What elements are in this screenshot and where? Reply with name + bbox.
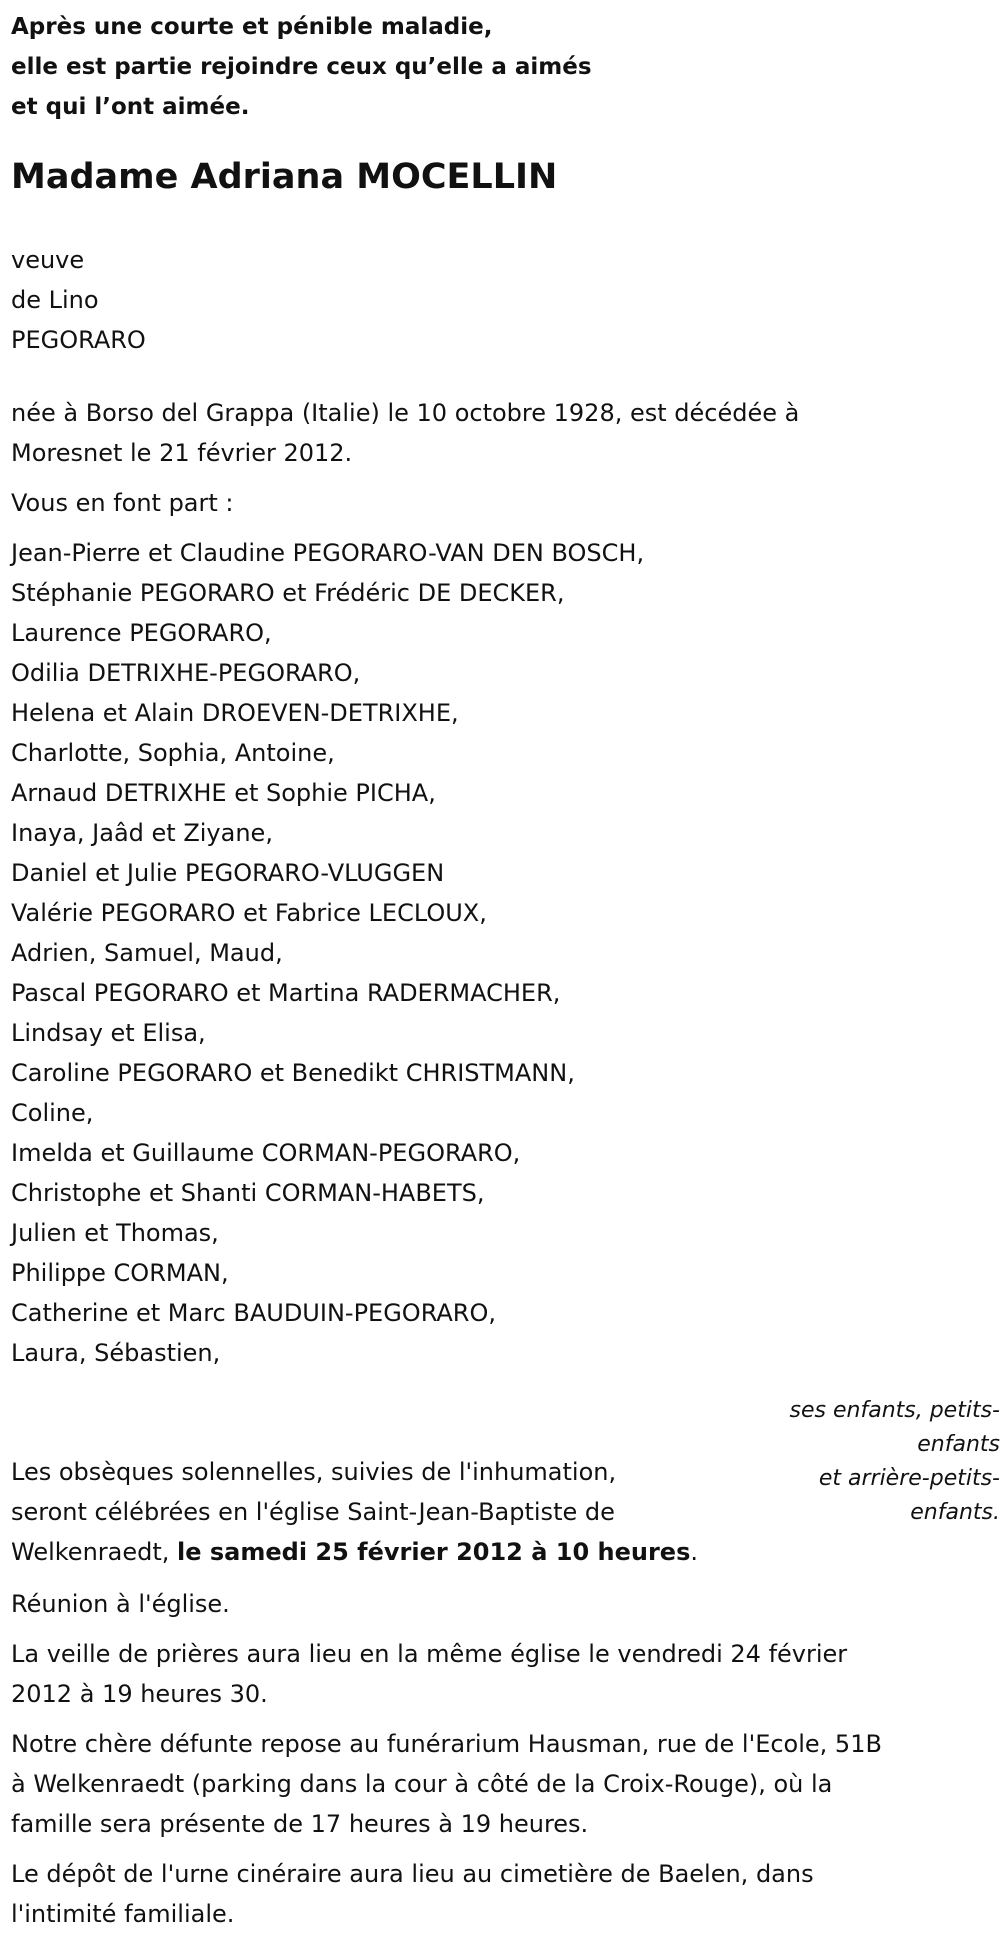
funerarium-line: famille sera présente de 17 heures à 19 heures. [11,1810,589,1838]
funerarium-line: à Welkenraedt (parking dans la cour à côté de la Croix-Rouge), où la [11,1770,833,1798]
reunion-text: Réunion à l'église. [11,1590,230,1618]
family-member: Adrien, Samuel, Maud, [11,939,283,967]
family-member: Stéphanie PEGORARO et Frédéric DE DECKER, [11,579,565,607]
urn-line: l'intimité familiale. [11,1900,235,1928]
family-member: Lindsay et Elisa, [11,1019,206,1047]
funeral-line [11,1532,751,1572]
widow-line: PEGORARO [11,326,146,354]
additional-info [11,1584,991,1944]
signature-line: enfants [917,1432,1000,1457]
family-member: Coline, [11,1099,94,1127]
signature-line: ses enfants, petits- [789,1398,1000,1423]
family-member: Laura, Sébastien, [11,1339,221,1367]
vigil-line: 2012 à 19 heures 30. [11,1680,268,1708]
widow-line: de Lino [11,286,99,314]
family-member: Julien et Thomas, [11,1219,219,1247]
funeral-info [11,1452,751,1572]
family-member: Daniel et Julie PEGORARO-VLUGGEN [11,859,445,887]
family-member: Imelda et Guillaume CORMAN-PEGORARO, [11,1139,521,1167]
funeral-line: seront célébrées en l'église Saint-Jean-Baptiste de [11,1498,615,1526]
family-member: Catherine et Marc BAUDUIN-PEGORARO, [11,1299,497,1327]
family-member: Inaya, Jaâd et Ziyane, [11,819,273,847]
funeral-place: Welkenraedt, [11,1538,178,1566]
family-member: Jean-Pierre et Claudine PEGORARO-VAN DEN BOSCH, [11,539,645,567]
family-member: Arnaud DETRIXHE et Sophie PICHA, [11,779,436,807]
family-member: Laurence PEGORARO, [11,619,272,647]
intro-line: Après une courte et pénible maladie, [11,14,493,40]
family-member: Caroline PEGORARO et Benedikt CHRISTMANN, [11,1059,575,1087]
family-member: Valérie PEGORARO et Fabrice LECLOUX, [11,899,487,927]
funeral-date: le samedi 25 février 2012 à 10 heures [177,1538,691,1566]
family-member: Charlotte, Sophia, Antoine, [11,739,335,767]
vigil-text [11,1634,991,1714]
funeral-line: Les obsèques solennelles, suivies de l'inhumation, [11,1458,617,1486]
deceased-name: Madame Adriana MOCELLIN [11,157,558,197]
obituary-page [11,0,991,1373]
family-member: Pascal PEGORARO et Martina RADERMACHER, [11,979,561,1007]
birth-death-info [11,360,991,473]
birth-line: née à Borso del Grappa (Italie) le 10 octobre 1928, est décédée à [11,399,800,427]
signature-line: enfants. [910,1500,1000,1525]
signature-line: et arrière-petits- [818,1466,1000,1491]
family-member: Helena et Alain DROEVEN-DETRIXHE, [11,699,459,727]
vigil-line: La veille de prières aura lieu en la même église le vendredi 24 février [11,1640,848,1668]
family-member: Odilia DETRIXHE-PEGORARO, [11,659,361,687]
widow-line: veuve [11,246,85,274]
urn-line: Le dépôt de l'urne cinéraire aura lieu au cimetière de Baelen, dans [11,1860,814,1888]
intro-line: et qui l’ont aimée. [11,94,250,120]
funerarium-line: Notre chère défunte repose au funérarium Hausman, rue de l'Ecole, 51B [11,1730,882,1758]
intro-text [11,0,991,127]
birth-line: Moresnet le 21 février 2012. [11,439,353,467]
urn-text [11,1854,991,1934]
intro-line: elle est partie rejoindre ceux qu’elle a aimés [11,54,592,80]
family-member: Philippe CORMAN, [11,1259,229,1287]
widow-of [11,202,991,360]
funeral-period: . [690,1538,699,1566]
notice-text: Vous en font part : [11,489,234,517]
funerarium-text [11,1724,991,1844]
family-list [11,523,991,1373]
family-member: Christophe et Shanti CORMAN-HABETS, [11,1179,485,1207]
